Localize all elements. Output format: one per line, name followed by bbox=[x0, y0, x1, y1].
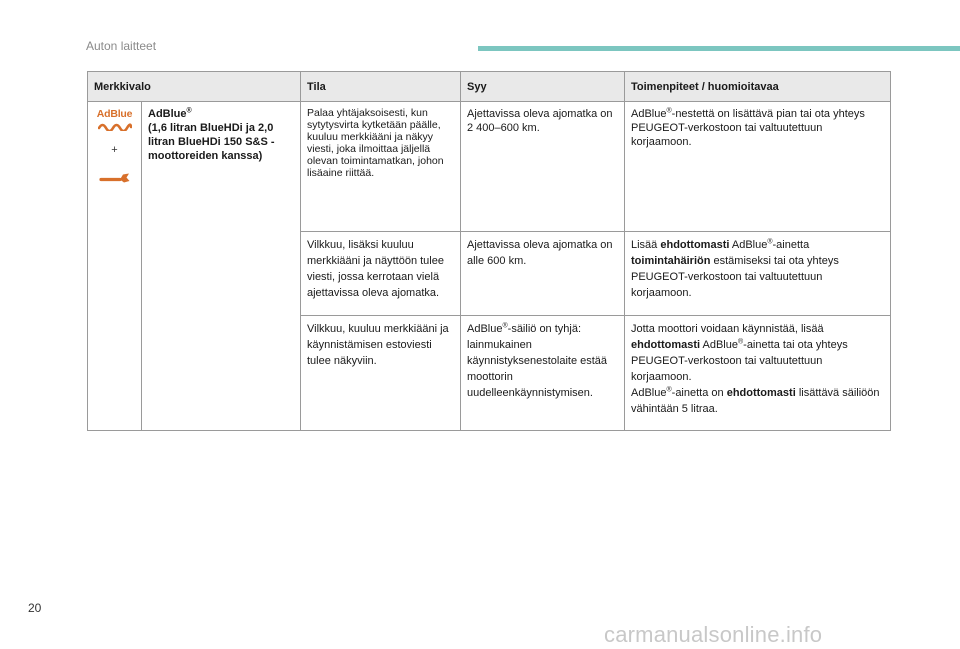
text-run: -ainetta on bbox=[671, 387, 727, 399]
indicator-name-cell bbox=[142, 102, 301, 431]
registered-mark: ® bbox=[767, 238, 773, 246]
registered-mark: ® bbox=[502, 322, 508, 330]
tila-cell: Palaa yhtäjaksoisesti, kun sytytysvirta kytketään päälle, kuuluu merkkiääni ja näkyy viesti, joka ilmoittaa jäljellä olevan toimintamatkan, johon lisäaine riittää. bbox=[301, 102, 461, 232]
column-header-toimenpiteet: Toimenpiteet / huomioitavaa bbox=[625, 72, 891, 102]
bold-text: toimintahäiriön bbox=[631, 255, 711, 267]
toimenpiteet-cell bbox=[625, 102, 891, 232]
table-row bbox=[88, 102, 891, 232]
text-run: -ainetta bbox=[772, 239, 810, 251]
watermark[interactable]: carmanualsonline.info bbox=[604, 622, 823, 647]
text-run: -ainetta tai ota yhteys PEUGEOT-verkostoon tai valtuutettuun korjaamoon. bbox=[631, 339, 848, 383]
column-header-merkkivalo: Merkkivalo bbox=[88, 72, 301, 102]
adblue-wave-icon bbox=[98, 121, 132, 131]
bold-text: ehdottomasti bbox=[660, 239, 730, 251]
text-run: AdBlue bbox=[700, 339, 738, 351]
tila-cell: Vilkkuu, lisäksi kuuluu merkkiääni ja näyttöön tulee viesti, jossa kerrotaan vielä ajettavissa oleva ajomatka. bbox=[301, 232, 461, 316]
text-run: -nestettä on lisättävä pian tai ota yhteys PEUGEOT-verkostoon tai valtuutettuun korjaamoon. bbox=[631, 108, 865, 148]
toimenpiteet-cell bbox=[625, 316, 891, 431]
text-run: estämiseksi tai ota yhteys PEUGEOT-verkostoon tai valtuutettuun korjaamoon. bbox=[631, 255, 839, 299]
text-run: AdBlue bbox=[631, 387, 667, 399]
syy-cell: Ajettavissa oleva ajomatka on 2 400–600 km. bbox=[461, 102, 625, 232]
registered-mark: ® bbox=[666, 107, 672, 115]
registered-mark: ® bbox=[666, 386, 672, 394]
page-number: 20 bbox=[28, 601, 42, 615]
syy-cell bbox=[461, 316, 625, 431]
wrench-icon bbox=[99, 171, 131, 185]
tila-cell: Vilkkuu, kuuluu merkkiääni ja käynnistämisen estoviesti tulee näkyviin. bbox=[301, 316, 461, 431]
indicator-engine-detail: (1,6 litran BlueHDi ja 2,0 litran BlueHDi 150 S&S -moottoreiden kanssa) bbox=[148, 122, 275, 162]
text-run: lisättävä säiliöön vähintään 5 litraa. bbox=[631, 387, 880, 415]
indicator-icons-cell bbox=[88, 102, 142, 431]
text-run: Lisää bbox=[631, 239, 661, 251]
registered-mark: ® bbox=[737, 338, 744, 346]
text-run: AdBlue bbox=[631, 108, 667, 120]
registered-mark: ® bbox=[186, 107, 192, 115]
accent-bar bbox=[478, 46, 960, 51]
table-header-row bbox=[88, 72, 891, 102]
adblue-logo-text: AdBlue bbox=[96, 108, 133, 120]
column-header-syy: Syy bbox=[461, 72, 625, 102]
section-title: Auton laitteet bbox=[86, 39, 157, 53]
plus-sign: + bbox=[111, 144, 118, 156]
toimenpiteet-cell bbox=[625, 232, 891, 316]
warning-light-table bbox=[87, 71, 891, 431]
indicator-name: AdBlue bbox=[148, 108, 187, 120]
bold-text: ehdottomasti bbox=[726, 387, 796, 399]
text-run: -säiliö on tyhjä: lainmukainen käynnistyksenestolaite estää moottorin uudelleenkäynnistymisen. bbox=[467, 323, 608, 399]
bold-text: ehdottomasti bbox=[631, 339, 701, 351]
text-run: AdBlue bbox=[729, 239, 768, 251]
text-run: AdBlue bbox=[467, 323, 503, 335]
column-header-tila: Tila bbox=[301, 72, 461, 102]
syy-cell: Ajettavissa oleva ajomatka on alle 600 km. bbox=[461, 232, 625, 316]
text-run: Jotta moottori voidaan käynnistää, lisää bbox=[631, 323, 824, 335]
